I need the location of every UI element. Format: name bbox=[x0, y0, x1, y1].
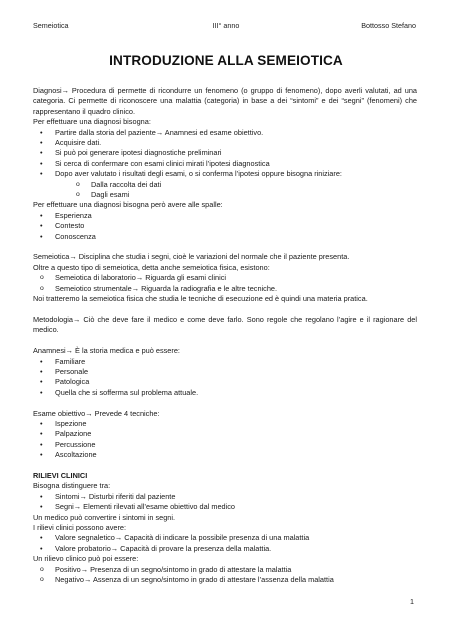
spacer bbox=[33, 336, 417, 346]
spacer bbox=[33, 461, 417, 471]
list-item: • Si cerca di confermare con esami clinici mirati l’ipotesi diagnostica bbox=[33, 159, 417, 169]
spacer bbox=[33, 398, 417, 408]
paragraph: Un medico può convertire i sintomi in segni. bbox=[33, 512, 176, 522]
paragraph: Per effettuare una diagnosi bisogna però avere alle spalle: bbox=[33, 200, 223, 210]
spacer bbox=[33, 305, 417, 315]
paragraph: Semeiotica→ Disciplina che studia i segni, cioè le variazioni del normale che il paziente presenta. bbox=[33, 252, 350, 262]
header-author: Bottosso Stefano bbox=[361, 21, 416, 30]
paragraph: I rilievi clinici possono avere: bbox=[33, 522, 127, 532]
list-item: • Ispezione bbox=[33, 419, 417, 429]
list-item: RILIEVI CLINICI bbox=[33, 470, 88, 480]
list-item: o Dagli esami bbox=[33, 190, 417, 200]
list-item: • Personale bbox=[33, 367, 417, 377]
list-item: • Valore probatorio→ Capacità di provare la presenza della malattia. bbox=[33, 544, 417, 554]
list-item: • Segni→ Elementi rilevati all’esame obiettivo dal medico bbox=[33, 502, 417, 512]
list-item: • Percussione bbox=[33, 440, 417, 450]
list-item: • Si può poi generare ipotesi diagnostiche preliminari bbox=[33, 148, 417, 158]
paragraph: Metodologia→ Ciò che deve fare il medico e come deve farlo. Sono regole che regolano l’agire e il ragionare del medico. bbox=[33, 314, 417, 335]
header-course: Semeiotica bbox=[33, 21, 69, 30]
list-item: • Contesto bbox=[33, 221, 417, 231]
paragraph: Diagnosi→ Procedura di permette di ricondurre un fenomeno (o gruppo di fenomeno), dopo averli valutati, ad una categoria. Ci permette di riconoscere una malattia (categoria) in base a dei “sintomi” e dei “segni” (fenomeni) che rappresentano il quadro clinico. bbox=[33, 86, 417, 116]
list-item: o Dalla raccolta dei dati bbox=[33, 180, 417, 190]
paragraph: Noi tratteremo la semeiotica fisica che studia le tecniche di esecuzione ed è quindi una materia pratica. bbox=[33, 294, 368, 304]
paragraph: Bisogna distinguere tra: bbox=[33, 481, 111, 491]
paragraph: Per effettuare una diagnosi bisogna: bbox=[33, 117, 151, 127]
paragraph: Esame obiettivo→ Prevede 4 tecniche: bbox=[33, 408, 160, 418]
list-item: • Ascoltazione bbox=[33, 450, 417, 460]
list-item: • Conoscenza bbox=[33, 232, 417, 242]
header-year: III° anno bbox=[212, 21, 240, 30]
list-item: • Sintomi→ Disturbi riferiti dal paziente bbox=[33, 492, 417, 502]
list-item: • Partire dalla storia del paziente→ Anamnesi ed esame obiettivo. bbox=[33, 128, 417, 138]
page-number: 1 bbox=[410, 597, 414, 606]
list-item: • Acquisire dati. bbox=[33, 138, 417, 148]
list-item: o Semeiotica di laboratorio→ Riguarda gli esami clinici bbox=[33, 273, 417, 283]
list-item: • Quella che si sofferma sul problema attuale. bbox=[33, 388, 417, 398]
list-item: • Familiare bbox=[33, 357, 417, 367]
paragraph: Oltre a questo tipo di semeiotica, detta anche semeiotica fisica, esistono: bbox=[33, 262, 270, 272]
list-item: • Palpazione bbox=[33, 429, 417, 439]
list-item: • Patologica bbox=[33, 377, 417, 387]
list-item: • Dopo aver valutato i risultati degli esami, o si conferma l’ipotesi oppure bisogna riniziare: bbox=[33, 169, 417, 179]
spacer bbox=[33, 242, 417, 252]
list-item: • Valore segnaletico→ Capacità di indicare la possibile presenza di una malattia bbox=[33, 533, 417, 543]
paragraph: Anamnesi→ È la storia medica e può essere: bbox=[33, 346, 180, 356]
list-item: • Esperienza bbox=[33, 211, 417, 221]
list-item: o Positivo→ Presenza di un segno/sintomo in grado di attestare la malattia bbox=[33, 565, 417, 575]
paragraph: Un rilievo clinico può poi essere: bbox=[33, 554, 139, 564]
document-body bbox=[33, 86, 417, 585]
list-item: o Semeiotico strumentale→ Riguarda la radiografia e le altre tecniche. bbox=[33, 284, 417, 294]
list-item: o Negativo→ Assenza di un segno/sintomo in grado di attestare l’assenza della malattia bbox=[33, 575, 417, 585]
document-title: INTRODUZIONE ALLA SEMEIOTICA bbox=[109, 53, 343, 68]
